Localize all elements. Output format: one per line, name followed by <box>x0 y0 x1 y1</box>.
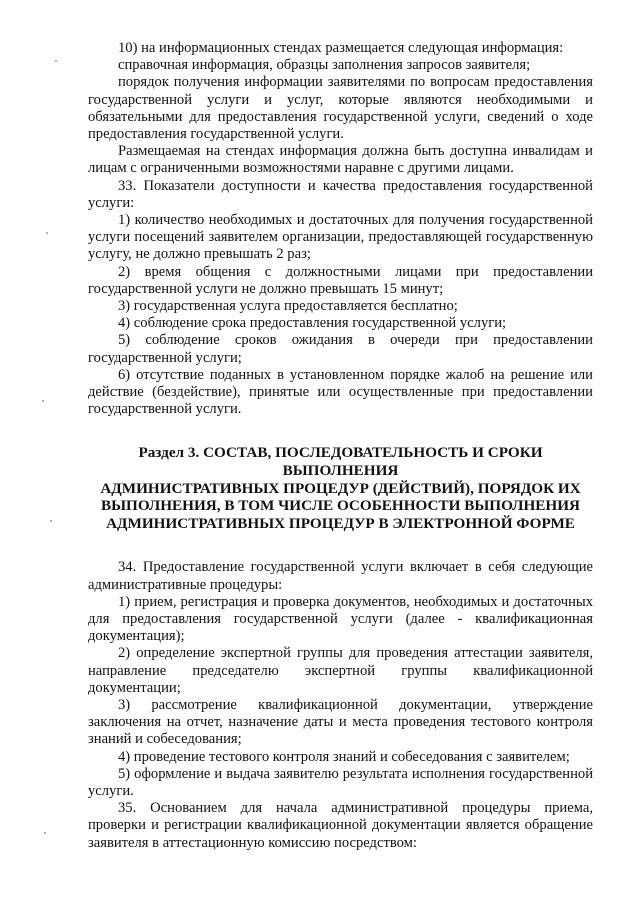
list-item-33-3: 3) государственная услуга предоставляется бесплатно; <box>118 298 458 315</box>
list-item-34-5: 5) оформление и выдача заявителю результата исполнения государственной услуги. <box>88 765 593 800</box>
list-item-34-2: 2) определение экспертной группы для проведения аттестации заявителя, направление председателю экспертной группы квалификационной документации; <box>88 645 593 696</box>
list-item-33-6: 6) отсутствие поданных в установленном порядке жалоб на решение или действие (бездействие), принятые или осуществленные при предоставлении государственной услуги. <box>88 366 593 418</box>
list-item-34-3: 3) рассмотрение квалификационной документации, утверждение заключения на отчет, назначение даты и места проведения тестового контроля знаний и собеседования; <box>88 697 593 748</box>
list-item-33-2: 2) время общения с должностными лицами при предоставлении государственной услуги не должно превышать 15 минут; <box>88 263 593 297</box>
paragraph-accessibility: Размещаемая на стендах информация должна быть доступна инвалидам и лицам с ограниченными возможностями наравне с другими лицами. <box>88 143 593 177</box>
paragraph-34-procedures: 34. Предоставление государственной услуги включает в себя следующие административные процедуры: <box>88 559 593 593</box>
list-item-33-4: 4) соблюдение срока предоставления государственной услуги; <box>118 315 507 332</box>
list-item-34-1: 1) прием, регистрация и проверка документов, необходимых и достаточных для предоставления государственной услуги (далее - квалификационная документация); <box>88 593 593 645</box>
paragraph-info-stands: 10) на информационных стендах размещается следующая информация: <box>118 40 564 56</box>
paragraph-reference-info: справочная информация, образцы заполнения запросов заявителя; <box>118 57 531 74</box>
spacer <box>88 418 593 444</box>
scan-speck <box>46 232 48 234</box>
list-item-34-4: 4) проведение тестового контроля знаний и собеседования с заявителем; <box>118 748 570 765</box>
spacer <box>88 532 593 559</box>
scan-speck <box>55 60 57 62</box>
scan-speck <box>50 520 52 522</box>
list-item-33-1: 1) количество необходимых и достаточных для получения государственной услуги посещений заявителем организации, предоставляющей государственную услугу, не должно превышать 2 раз; <box>88 212 593 263</box>
document-page <box>88 40 593 852</box>
paragraph-35-basis: 35. Основанием для начала административной процедуры приема, проверки и регистрации квалификационной документации является обращение заявителя в аттестационную комиссию посредством: <box>88 800 593 851</box>
scan-speck <box>42 400 44 402</box>
paragraph-33-indicators: 33. Показатели доступности и качества предоставления государственной услуги: <box>88 177 593 211</box>
section-3-heading: Раздел 3. СОСТАВ, ПОСЛЕДОВАТЕЛЬНОСТЬ И СРОКИ ВЫПОЛНЕНИЯ АДМИНИСТРАТИВНЫХ ПРОЦЕДУР (ДЕЙСТВИЙ), ПОРЯДОК ИХ ВЫПОЛНЕНИЯ, В ТОМ ЧИСЛЕ ОСОБЕННОСТИ ВЫПОЛНЕНИЯ АДМИНИСТРАТИВНЫХ ПРОЦЕДУР В ЭЛЕКТРОННОЙ ФОРМЕ <box>100 444 581 532</box>
scan-speck <box>44 832 46 834</box>
paragraph-information-procedure: порядок получения информации заявителями по вопросам предоставления государственной услуги и услуг, которые являются необходимыми и обязательными для предоставления государственной услуги, сведений о ходе предоставления государственной услуги. <box>88 74 593 143</box>
list-item-33-5: 5) соблюдение сроков ожидания в очереди при предоставлении государственной услуги; <box>88 332 593 366</box>
